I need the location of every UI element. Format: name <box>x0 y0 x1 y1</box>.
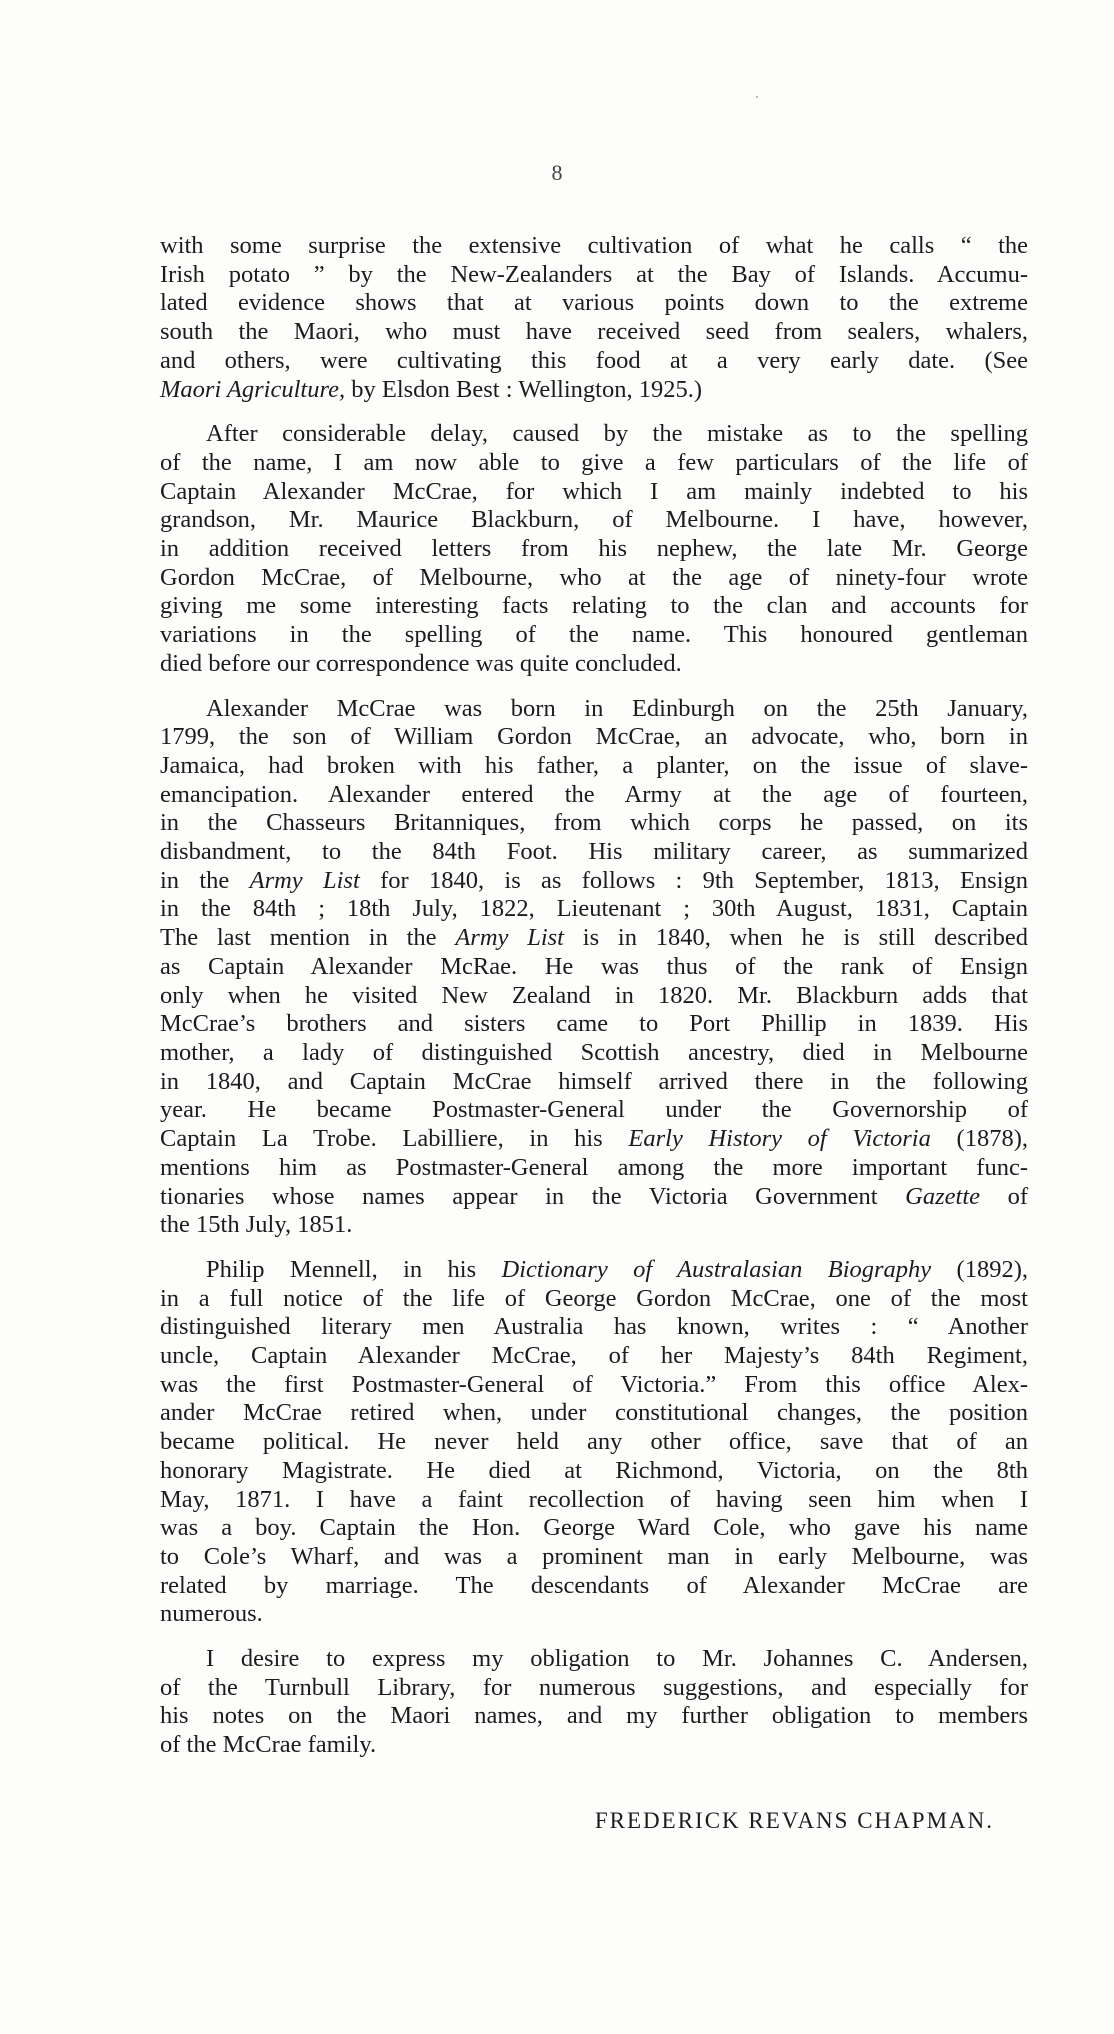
text-run: McCrae’s brothers and sisters came to Port Phillip in 1839. His <box>160 1010 1028 1038</box>
text-line <box>160 1096 1028 1125</box>
text-line <box>160 289 1028 318</box>
text-line <box>160 564 1028 593</box>
text-line <box>160 1183 1028 1212</box>
italic-title: Dictionary of Australasian Biography <box>501 1255 932 1283</box>
text-line <box>160 1702 1028 1731</box>
text-line <box>160 1457 1028 1486</box>
text-run: south the Maori, who must have received seed from sealers, whalers, <box>160 318 1028 346</box>
text-run: lated evidence shows that at various points down to the extreme <box>160 289 1028 317</box>
text-line <box>160 1010 1028 1039</box>
text-run: (1892), <box>931 1255 1028 1283</box>
text-run: related by marriage. The descendants of Alexander McCrae are <box>160 1571 1028 1599</box>
text-run: Irish potato ” by the New-Zealanders at the Bay of Islands. Accumu- <box>160 260 1028 288</box>
text-line <box>160 1211 1028 1240</box>
text-run: of the name, I am now able to give a few particulars of the life of <box>160 448 1028 476</box>
text-run: After considerable delay, caused by the mistake as to the spelling <box>206 420 1028 448</box>
italic-title: Early History of Victoria <box>628 1125 931 1153</box>
text-line <box>160 953 1028 982</box>
text-run: The last mention in the <box>160 924 456 952</box>
text-run: of <box>980 1182 1028 1210</box>
text-line <box>160 809 1028 838</box>
text-line <box>160 261 1028 290</box>
text-line <box>160 318 1028 347</box>
text-run: and others, were cultivating this food at a very early date. (See <box>160 346 1028 374</box>
text-line <box>160 695 1028 724</box>
text-line <box>160 982 1028 1011</box>
paragraph <box>160 695 1028 1240</box>
text-line <box>160 1674 1028 1703</box>
text-run: mother, a lady of distinguished Scottish ancestry, died in Melbourne <box>160 1038 1028 1066</box>
text-run: became political. He never held any other office, save that of an <box>160 1428 1028 1456</box>
text-run: May, 1871. I have a faint recollection of having seen him when I <box>160 1485 1028 1513</box>
text-line <box>160 650 1028 679</box>
text-line <box>160 478 1028 507</box>
italic-title: Army List <box>455 924 564 952</box>
text-run: with some surprise the extensive cultivation of what he calls “ the <box>160 232 1028 259</box>
italic-title: Army List <box>249 866 360 894</box>
text-run: year. He became Postmaster-General under the Governorship of <box>160 1096 1028 1124</box>
text-run: by Elsdon Best : Wellington, 1925.) <box>345 375 703 403</box>
italic-title: Gazette <box>905 1182 981 1210</box>
text-line <box>160 1125 1028 1154</box>
text-line <box>160 867 1028 896</box>
text-run: to Cole’s Wharf, and was a prominent man in early Melbourne, was <box>160 1542 1028 1570</box>
text-line <box>160 1256 1028 1285</box>
text-run: Philip Mennell, in his <box>206 1255 502 1283</box>
author-signature: FREDERICK REVANS CHAPMAN. <box>594 1808 994 1833</box>
text-run: 1799, the son of William Gordon McCrae, an advocate, who, born in <box>160 723 1028 751</box>
text-line <box>160 1371 1028 1400</box>
text-run: for 1840, is as follows : 9th September, 1813, Ensign <box>359 866 1028 894</box>
paragraph <box>160 420 1028 678</box>
paragraph <box>160 1256 1028 1629</box>
text-run: tionaries whose names appear in the Victoria Government <box>160 1182 906 1210</box>
text-run: in a full notice of the life of George Gordon McCrae, one of the most <box>160 1284 1028 1312</box>
text-line <box>160 1731 1028 1760</box>
text-run: was a boy. Captain the Hon. George Ward Cole, who gave his name <box>160 1514 1028 1542</box>
text-run: emancipation. Alexander entered the Army at the age of fourteen, <box>160 780 1028 808</box>
text-run: ander McCrae retired when, under constitutional changes, the position <box>160 1399 1028 1427</box>
text-line <box>160 1486 1028 1515</box>
text-run: honorary Magistrate. He died at Richmond, Victoria, on the 8th <box>160 1456 1028 1484</box>
text-run: in the 84th ; 18th July, 1822, Lieutenant ; 30th August, 1831, Captain <box>160 895 1028 923</box>
text-run: died before our correspondence was quite concluded. <box>160 649 682 677</box>
text-run: giving me some interesting facts relating to the clan and accounts for <box>160 592 1028 620</box>
text-run: Captain La Trobe. Labilliere, in his <box>160 1125 629 1153</box>
text-run: Jamaica, had broken with his father, a planter, on the issue of slave- <box>160 751 1028 779</box>
text-line <box>160 1399 1028 1428</box>
text-line <box>160 449 1028 478</box>
text-line <box>160 752 1028 781</box>
text-line <box>160 1154 1028 1183</box>
page-number: 8 <box>551 160 563 185</box>
text-line <box>160 723 1028 752</box>
text-line <box>160 781 1028 810</box>
text-line <box>160 506 1028 535</box>
text-line <box>160 1039 1028 1068</box>
text-line <box>160 1342 1028 1371</box>
paragraph <box>160 1645 1028 1760</box>
text-line <box>160 376 1028 405</box>
text-run: the 15th July, 1851. <box>160 1211 353 1239</box>
text-run: only when he visited New Zealand in 1820. Mr. Blackburn adds that <box>160 981 1028 1009</box>
text-line <box>160 592 1028 621</box>
text-line <box>160 1600 1028 1629</box>
text-run: Alexander McCrae was born in Edinburgh on the 25th January, <box>206 694 1028 722</box>
text-line <box>160 535 1028 564</box>
text-run: variations in the spelling of the name. This honoured gentleman <box>160 621 1028 649</box>
text-run: his notes on the Maori names, and my further obligation to members <box>160 1702 1028 1730</box>
italic-title: Maori Agriculture, <box>160 375 346 403</box>
text-line <box>160 1572 1028 1601</box>
paragraph <box>160 232 1028 404</box>
text-run: of the Turnbull Library, for numerous suggestions, and especially for <box>160 1673 1028 1701</box>
text-run: mentions him as Postmaster-General among the more important func- <box>160 1153 1028 1181</box>
text-line <box>160 1514 1028 1543</box>
text-run: in the <box>160 866 250 894</box>
text-line <box>160 347 1028 376</box>
text-run: is in 1840, when he is still described <box>563 924 1028 952</box>
text-run: in addition received letters from his nephew, the late Mr. George <box>160 535 1028 563</box>
scan-speck <box>756 96 758 98</box>
text-line <box>160 1313 1028 1342</box>
text-run: Gordon McCrae, of Melbourne, who at the age of ninety-four wrote <box>160 563 1028 591</box>
text-run: distinguished literary men Australia has known, writes : “ Another <box>160 1313 1028 1341</box>
text-line <box>160 924 1028 953</box>
text-run: I desire to express my obligation to Mr. Johannes C. Andersen, <box>206 1645 1028 1673</box>
text-line <box>160 1285 1028 1314</box>
text-line <box>160 420 1028 449</box>
text-line <box>160 621 1028 650</box>
text-line <box>160 1428 1028 1457</box>
text-run: (1878), <box>930 1125 1028 1153</box>
text-run: Captain Alexander McCrae, for which I am mainly indebted to his <box>160 477 1028 505</box>
text-run: grandson, Mr. Maurice Blackburn, of Melbourne. I have, however, <box>160 506 1028 534</box>
text-run: numerous. <box>160 1600 263 1628</box>
text-run: disbandment, to the 84th Foot. His military career, as summarized <box>160 838 1028 866</box>
text-run: in 1840, and Captain McCrae himself arrived there in the following <box>160 1067 1028 1095</box>
text-line <box>160 838 1028 867</box>
text-line <box>160 1645 1028 1674</box>
body-text <box>160 232 1028 1776</box>
text-run: was the first Postmaster-General of Victoria.” From this office Alex- <box>160 1370 1028 1398</box>
text-run: uncle, Captain Alexander McCrae, of her Majesty’s 84th Regiment, <box>160 1342 1028 1370</box>
text-run: in the Chasseurs Britanniques, from which corps he passed, on its <box>160 809 1028 837</box>
text-run: of the McCrae family. <box>160 1731 377 1759</box>
text-line <box>160 232 1028 261</box>
text-line <box>160 1068 1028 1097</box>
text-line <box>160 895 1028 924</box>
text-line <box>160 1543 1028 1572</box>
text-run: as Captain Alexander McRae. He was thus of the rank of Ensign <box>160 952 1028 980</box>
